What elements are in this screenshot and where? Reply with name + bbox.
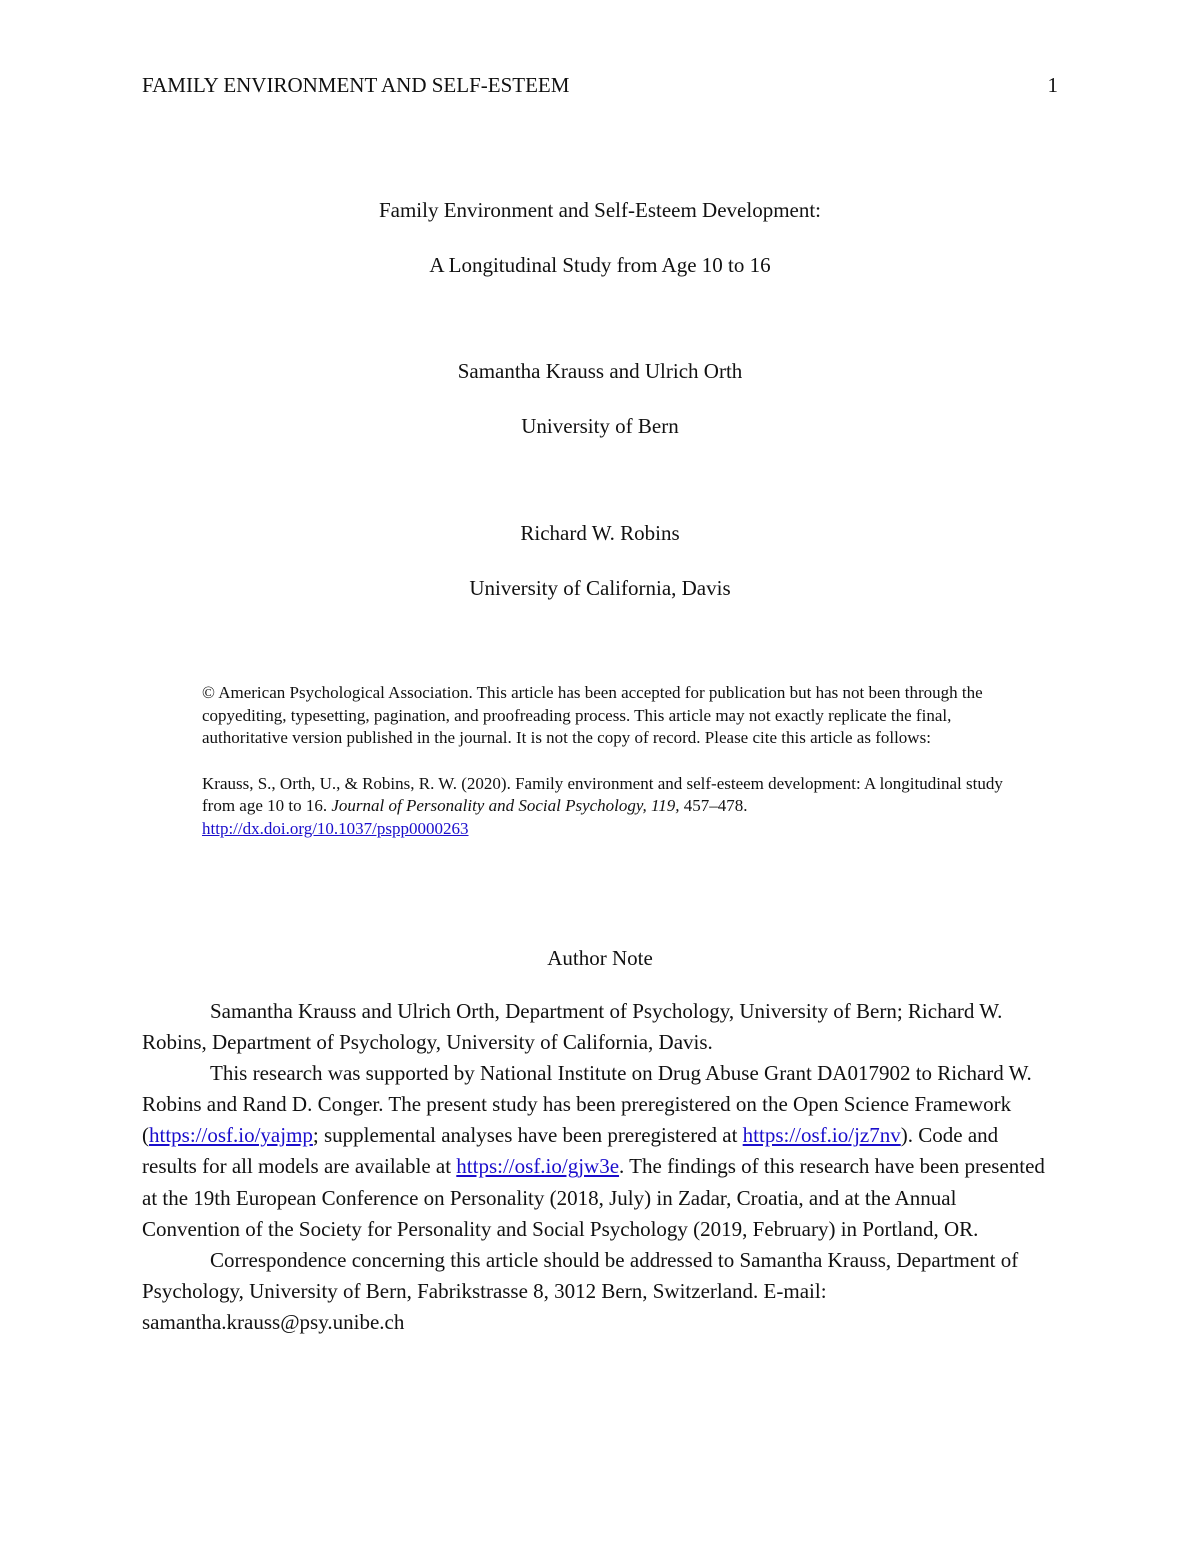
author-note-heading: Author Note: [547, 946, 653, 970]
funding-text-d: . The findings of this research have been presented at the 19th European Conference on Personality (2018, July) in Zadar, Croatia, and at the Annual Convention of the Society for Personality and Social Psychology (2019, February) in Portland, OR.: [142, 1154, 1045, 1241]
title-line-1: Family Environment and Self-Esteem Development:: [378, 198, 822, 222]
affiliation-line-2: University of California, Davis: [469, 576, 731, 600]
author-note-body: [142, 996, 1058, 1338]
author-note-funding: [142, 1058, 1058, 1245]
running-head: [142, 70, 1058, 100]
authors-line-1: Samantha Krauss and Ulrich Orth: [457, 359, 743, 383]
citation: [202, 773, 1032, 841]
affiliation-line-1: University of Bern: [521, 414, 679, 438]
authors-line-2: Richard W. Robins: [520, 521, 680, 545]
citation-pages: 457–478.: [679, 796, 748, 815]
citation-doi-link[interactable]: http://dx.doi.org/10.1037/pspp0000263: [202, 818, 469, 838]
osf-link-code[interactable]: https://osf.io/gjw3e: [456, 1154, 620, 1179]
author-note-affiliations: Samantha Krauss and Ulrich Orth, Department of Psychology, University of Bern; Richard W. Robins, Department of Psychology, University of California, Davis.: [142, 999, 1003, 1055]
page-number: 1: [1047, 73, 1058, 97]
citation-journal: Journal of Personality and Social Psychology, 119,: [331, 796, 680, 815]
funding-text-b: ; supplemental analyses have been preregistered at: [312, 1123, 743, 1148]
title-line-2: A Longitudinal Study from Age 10 to 16: [429, 253, 771, 277]
copyright-text: © American Psychological Association. This article has been accepted for publication but has not been through the copyediting, typesetting, pagination, and proofreading process. This article may not exactly replicate the final, authoritative version published in the journal. It is not the copy of record. Please cite this article as follows:: [202, 683, 983, 747]
running-head-title: FAMILY ENVIRONMENT AND SELF-ESTEEM: [142, 73, 570, 97]
funding-text-a: This research was supported by National Institute on Drug Abuse Grant DA017902 to Richard W. Robins and Rand D. Conger. The present study has been preregistered on the Open Science Framework (: [142, 1061, 1032, 1148]
citation-prefix: Krauss, S., Orth, U., & Robins, R. W. (2020). Family environment and self-esteem development: A longitudinal study from age 10 to 16.: [202, 773, 1003, 815]
osf-link-preregistration[interactable]: https://osf.io/yajmp: [149, 1123, 313, 1148]
author-note-correspondence: Correspondence concerning this article should be addressed to Samantha Krauss, Department of Psychology, University of Bern, Fabrikstrasse 8, 3012 Bern, Switzerland. E-mail: samantha.krauss@psy.unibe.ch: [142, 1247, 1019, 1334]
funding-text-c: ). Code and results for all models are available at: [142, 1123, 999, 1179]
copyright-notice: [202, 682, 1032, 840]
osf-link-supplemental[interactable]: https://osf.io/jz7nv: [742, 1123, 901, 1148]
